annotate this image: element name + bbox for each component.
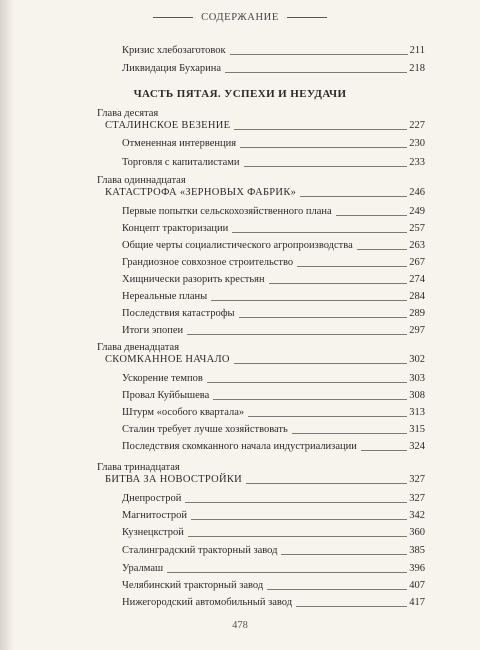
leader-dots <box>188 536 407 537</box>
leader-dots <box>244 166 408 167</box>
toc-entry-page: 218 <box>409 63 425 74</box>
toc-entry[interactable] <box>122 562 425 575</box>
toc-entry[interactable] <box>122 222 425 235</box>
toc-entry-page: 263 <box>409 240 425 251</box>
toc-entry[interactable] <box>122 423 425 436</box>
toc-entry[interactable] <box>122 324 425 337</box>
toc-entry-page: 313 <box>409 407 425 418</box>
leader-dots <box>357 249 408 250</box>
toc-entry-page: 324 <box>409 441 425 452</box>
toc-entry[interactable] <box>122 239 425 252</box>
leader-dots <box>191 519 407 520</box>
leader-dots <box>232 232 407 233</box>
chapter-page: 302 <box>409 354 425 365</box>
toc-entry-title: Первые попытки сельскохозяйственного плана <box>122 206 332 217</box>
leader-dots <box>239 317 408 318</box>
toc-entry[interactable] <box>122 509 425 522</box>
chapter-label: Глава двенадцатая <box>97 342 180 353</box>
toc-entry[interactable] <box>122 256 425 269</box>
toc-entry-page: 303 <box>409 373 425 384</box>
leader-dots <box>211 300 407 301</box>
toc-entry-page: 417 <box>409 597 425 608</box>
toc-entry-title: Челябинский тракторный завод <box>122 580 264 591</box>
toc-entry-title: Грандиозное совхозное строительство <box>122 257 294 268</box>
toc-entry-page: 297 <box>409 325 425 336</box>
toc-entry-page: 249 <box>409 206 425 217</box>
chapter-label: Глава тринадцатая <box>97 462 180 473</box>
leader-dots <box>167 572 407 573</box>
leader-dots <box>213 399 407 400</box>
toc-entry-title: Сталинградский тракторный завод <box>122 545 278 556</box>
chapter-title: БИТВА ЗА НОВОСТРОЙКИ <box>105 474 243 485</box>
toc-entry-title: Торговля с капиталистами <box>122 157 240 168</box>
toc-entry[interactable] <box>122 44 425 57</box>
leader-dots <box>185 502 407 503</box>
part-title: ЧАСТЬ ПЯТАЯ. УСПЕХИ И НЕУДАЧИ <box>133 88 347 100</box>
leader-dots <box>336 215 408 216</box>
toc-entry-page: 396 <box>409 563 425 574</box>
leader-dots <box>281 554 407 555</box>
leader-dots <box>248 416 407 417</box>
toc-entry-page: 308 <box>409 390 425 401</box>
leader-dots <box>246 483 407 484</box>
toc-entry[interactable] <box>122 596 425 609</box>
toc-entry-page: 274 <box>409 274 425 285</box>
toc-entry-title: Итоги эпопеи <box>122 325 184 336</box>
toc-entry-page: 360 <box>409 527 425 538</box>
toc-entry-title: Нереальные планы <box>122 291 208 302</box>
chapter-page: 227 <box>409 120 425 131</box>
toc-entry-title: Кузнецкстрой <box>122 527 184 538</box>
leader-dots <box>230 54 408 55</box>
toc-entry[interactable] <box>122 579 425 592</box>
toc-entry-title: Последствия катастрофы <box>122 308 235 319</box>
leader-dots <box>297 266 407 267</box>
toc-entry[interactable] <box>122 156 425 169</box>
toc-entry[interactable] <box>122 389 425 402</box>
toc-entry[interactable] <box>122 492 425 505</box>
leader-dots <box>296 606 407 607</box>
toc-entry-title: Штурм «особого квартала» <box>122 407 245 418</box>
chapter-title: СТАЛИНСКОЕ ВЕЗЕНИЕ <box>105 120 231 131</box>
toc-entry-title: Последствия скомканного начала индустриализации <box>122 441 357 452</box>
toc-entry-title: Уралмаш <box>122 563 164 574</box>
chapter-page: 327 <box>409 474 425 485</box>
toc-entry[interactable] <box>122 205 425 218</box>
toc-entry[interactable] <box>122 526 425 539</box>
toc-entry-page: 327 <box>409 493 425 504</box>
toc-entry-page: 385 <box>409 545 425 556</box>
leader-dots <box>267 589 407 590</box>
toc-entry[interactable] <box>122 290 425 303</box>
toc-entry-title: Сталин требует лучше хозяйствовать <box>122 424 288 435</box>
toc-entry[interactable] <box>122 544 425 557</box>
toc-entry[interactable] <box>122 372 425 385</box>
toc-entry-title: Ликвидация Бухарина <box>122 63 222 74</box>
leader-dots <box>234 129 407 130</box>
toc-entry-title: Ускорение темпов <box>122 373 203 384</box>
chapter-entry[interactable] <box>105 119 425 132</box>
toc-entry-page: 315 <box>409 424 425 435</box>
toc-entry-title: Отмененная интервенция <box>122 138 237 149</box>
page-number: 478 <box>232 620 248 631</box>
toc-entry-title: Магнитострой <box>122 510 187 521</box>
chapter-entry[interactable] <box>105 353 425 366</box>
toc-entry-title: Кризис хлебозаготовок <box>122 45 226 56</box>
running-head-text: СОДЕРЖАНИЕ <box>201 12 279 23</box>
toc-entry[interactable] <box>122 137 425 150</box>
leader-dots <box>234 363 407 364</box>
chapter-label: Глава десятая <box>97 108 159 119</box>
toc-entry-page: 284 <box>409 291 425 302</box>
toc-entry[interactable] <box>122 62 425 75</box>
leader-dots <box>269 283 408 284</box>
leader-dots <box>240 147 407 148</box>
toc-entry-title: Концепт тракторизации <box>122 223 229 234</box>
toc-entry[interactable] <box>122 273 425 286</box>
toc-entry-title: Хищнически разорить крестьян <box>122 274 265 285</box>
chapter-entry[interactable] <box>105 473 425 486</box>
chapter-title: КАТАСТРОФА «ЗЕРНОВЫХ ФАБРИК» <box>105 187 297 198</box>
leader-dots <box>361 450 407 451</box>
leader-dots <box>187 334 407 335</box>
toc-entry-title: Общие черты социалистического агропроизводства <box>122 240 353 251</box>
leader-dots <box>207 382 407 383</box>
toc-entry[interactable] <box>122 307 425 320</box>
chapter-title: СКОМКАННОЕ НАЧАЛО <box>105 354 230 365</box>
toc-entry-page: 342 <box>409 510 425 521</box>
toc-entry-page: 230 <box>409 138 425 149</box>
toc-entry-title: Нижегородский автомобильный завод <box>122 597 293 608</box>
chapter-label: Глава одиннадцатая <box>97 175 186 186</box>
toc-entry[interactable] <box>122 440 425 453</box>
toc-entry-page: 267 <box>409 257 425 268</box>
chapter-entry[interactable] <box>105 186 425 199</box>
toc-entry[interactable] <box>122 406 425 419</box>
toc-entry-page: 407 <box>409 580 425 591</box>
leader-dots <box>225 72 407 73</box>
toc-entry-page: 289 <box>409 308 425 319</box>
toc-entry-title: Днепрострой <box>122 493 182 504</box>
chapter-page: 246 <box>409 187 425 198</box>
leader-dots <box>292 433 407 434</box>
leader-dots <box>300 196 407 197</box>
toc-entry-title: Провал Куйбышева <box>122 390 210 401</box>
toc-entry-page: 211 <box>409 45 425 56</box>
toc-entry-page: 233 <box>409 157 425 168</box>
toc-entry-page: 257 <box>409 223 425 234</box>
